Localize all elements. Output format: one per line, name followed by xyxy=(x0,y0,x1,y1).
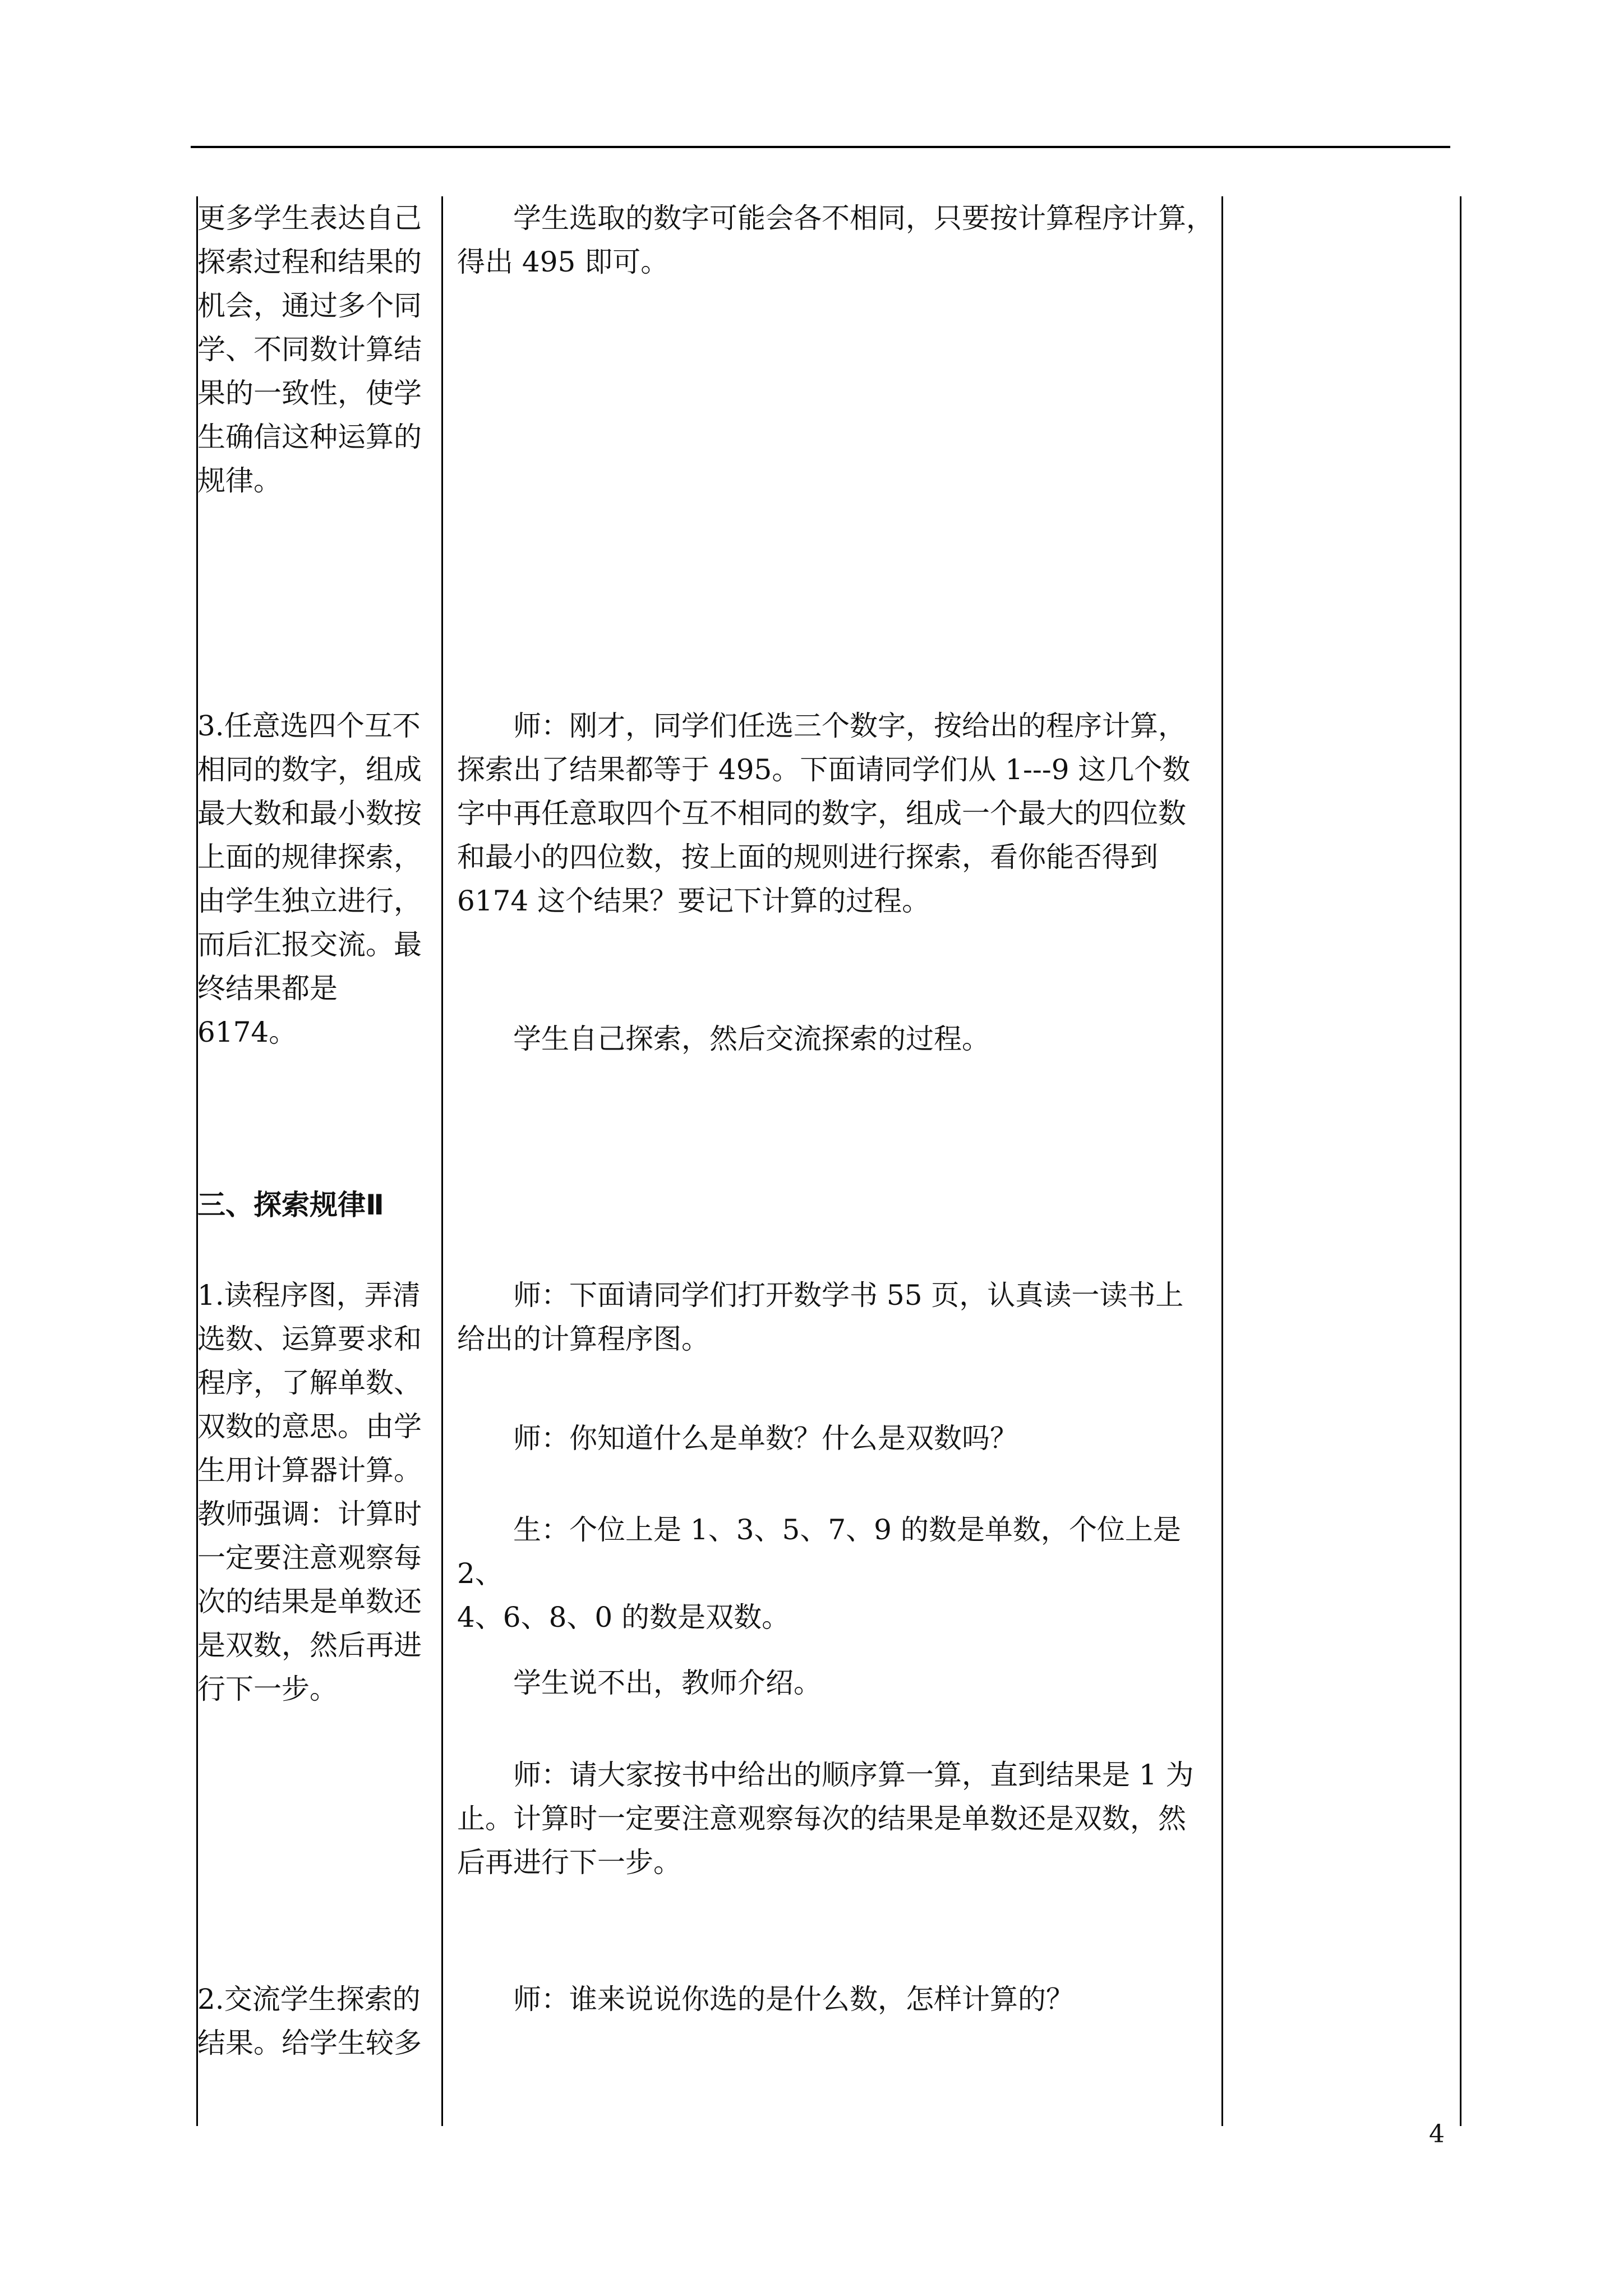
header-rule xyxy=(191,146,1450,148)
dialogue-paragraph: 师：刚才，同学们任选三个数字，按给出的程序计算， 探索出了结果都等于 495。下面请同学们从 1---9 这几个数 字中再任意取四个互不相同的数字，组成一个最大的四位数 和最小的四位数，按上面的规则进行探索，看你能否得到 6174 这个结果？要记下计算的过程。 xyxy=(457,710,1191,917)
page-number: 4 xyxy=(1429,2120,1445,2148)
table-border-right xyxy=(1460,196,1461,2126)
activity-text-four-digits: 3.任意选四个互不 相同的数字，组成 最大数和最小数按 上面的规律探索， 由学生独立进行， 而后汇报交流。最 终结果都是6174。 xyxy=(197,710,422,1048)
dialogue-paragraph: 生：个位上是 1、3、5、7、9 的数是单数，个位上是 2、 4、6、8、0 的数是双数。 xyxy=(457,1513,1181,1634)
dialogue-paragraph: 师：谁来说说你选的是什么数，怎样计算的？ xyxy=(513,1983,1074,2016)
dialogue-paragraph: 学生选取的数字可能会各不相同，只要按计算程序计算， 得出 495 即可。 xyxy=(457,202,1214,278)
dialogue-paragraph: 学生说不出，教师介绍。 xyxy=(513,1667,822,1699)
dialogue-paragraph: 师：下面请同学们打开数学书 55 页，认真读一读书上 给出的计算程序图。 xyxy=(457,1279,1184,1355)
table-divider-2 xyxy=(1221,196,1223,2126)
dialogue-paragraph: 师：你知道什么是单数？什么是双数吗？ xyxy=(513,1422,1018,1455)
table-divider-1 xyxy=(441,196,443,2126)
activity-text-share: 更多学生表达自己 探索过程和结果的 机会，通过多个同 学、不同数计算结 果的一致性，使学 生确信这种运算的 规律。 xyxy=(197,202,422,497)
activity-text-read-flowchart: 1.读程序图，弄清 选数、运算要求和 程序，了解单数、 双数的意思。由学 生用计算器计算。 教师强调：计算时 一定要注意观察每 次的结果是单数还 是双数，然后再进 行下一步。 xyxy=(197,1279,422,1705)
dialogue-paragraph: 师：请大家按书中给出的顺序算一算，直到结果是 1 为 止。计算时一定要注意观察每次的结果是单数还是双数，然 后再进行下一步。 xyxy=(457,1759,1194,1879)
dialogue-paragraph: 学生自己探索，然后交流探索的过程。 xyxy=(513,1023,990,1055)
section-heading-explore-rule-2: 三、探索规律Ⅱ xyxy=(197,1189,384,1221)
activity-text-exchange-results: 2.交流学生探索的 结果。给学生较多 xyxy=(197,1983,422,2059)
